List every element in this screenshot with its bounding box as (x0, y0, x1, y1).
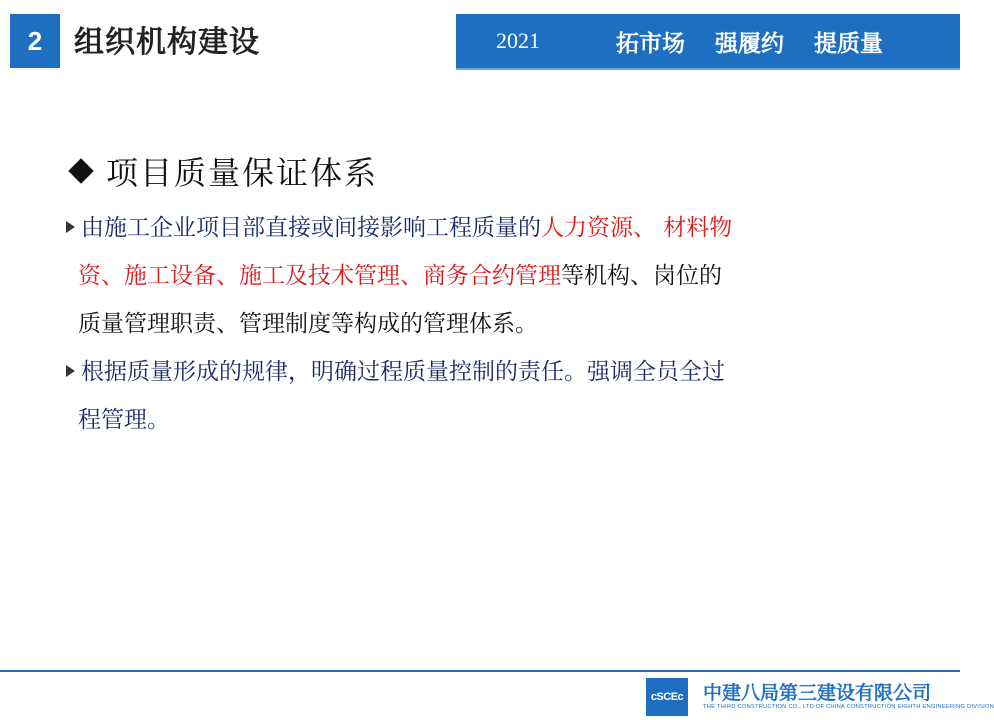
slogan-3: 提质量 (814, 30, 883, 57)
header-underline (456, 68, 960, 70)
paragraph-2 (66, 348, 886, 444)
banner-year: 2021 (496, 28, 540, 53)
arrow-right-icon (66, 365, 75, 377)
content-heading (66, 148, 378, 194)
company-name-cn: 中建八局第三建设有限公司 (703, 682, 932, 704)
paragraph-1-highlight-b: 资、施工设备、施工及技术管理、商务合约管理 (78, 263, 561, 289)
arrow-right-icon (66, 221, 75, 233)
section-title: 组织机构建设 (74, 25, 260, 60)
heading-text: 项目质量保证体系 (106, 154, 379, 192)
footer-divider (0, 670, 960, 672)
paragraph-1-text-b: 等机构、岗位的 (561, 263, 722, 289)
header-banner (456, 14, 960, 68)
paragraph-1-text-a: 由施工企业项目部直接或间接影响工程质量的 (81, 215, 541, 241)
paragraph-1-highlight-a: 人力资源、 材料物 (541, 215, 733, 241)
diamond-icon (68, 158, 93, 183)
company-name-en: THE THIRD CONSTRUCTION CO., LTD OF CHINA CONSTRUCTION EIGHTH ENGINEERING DIVISION (703, 704, 994, 710)
company-logo (646, 678, 688, 716)
paragraph-2-text-a: 根据质量形成的规律，明确过程质量控制的责任。强调全员全过 (81, 359, 725, 385)
slogan-1: 拓市场 (616, 30, 685, 57)
paragraph-1-text-c: 质量管理职责、管理制度等构成的管理体系。 (78, 311, 538, 337)
paragraph-2-text-b: 程管理。 (78, 407, 170, 433)
paragraph-1 (66, 204, 886, 348)
slogan-2: 强履约 (715, 30, 784, 57)
section-number-badge: 2 (10, 14, 60, 68)
slide-footer (0, 670, 994, 720)
slide-header (0, 0, 960, 70)
logo-text: cSCEc (650, 691, 684, 703)
